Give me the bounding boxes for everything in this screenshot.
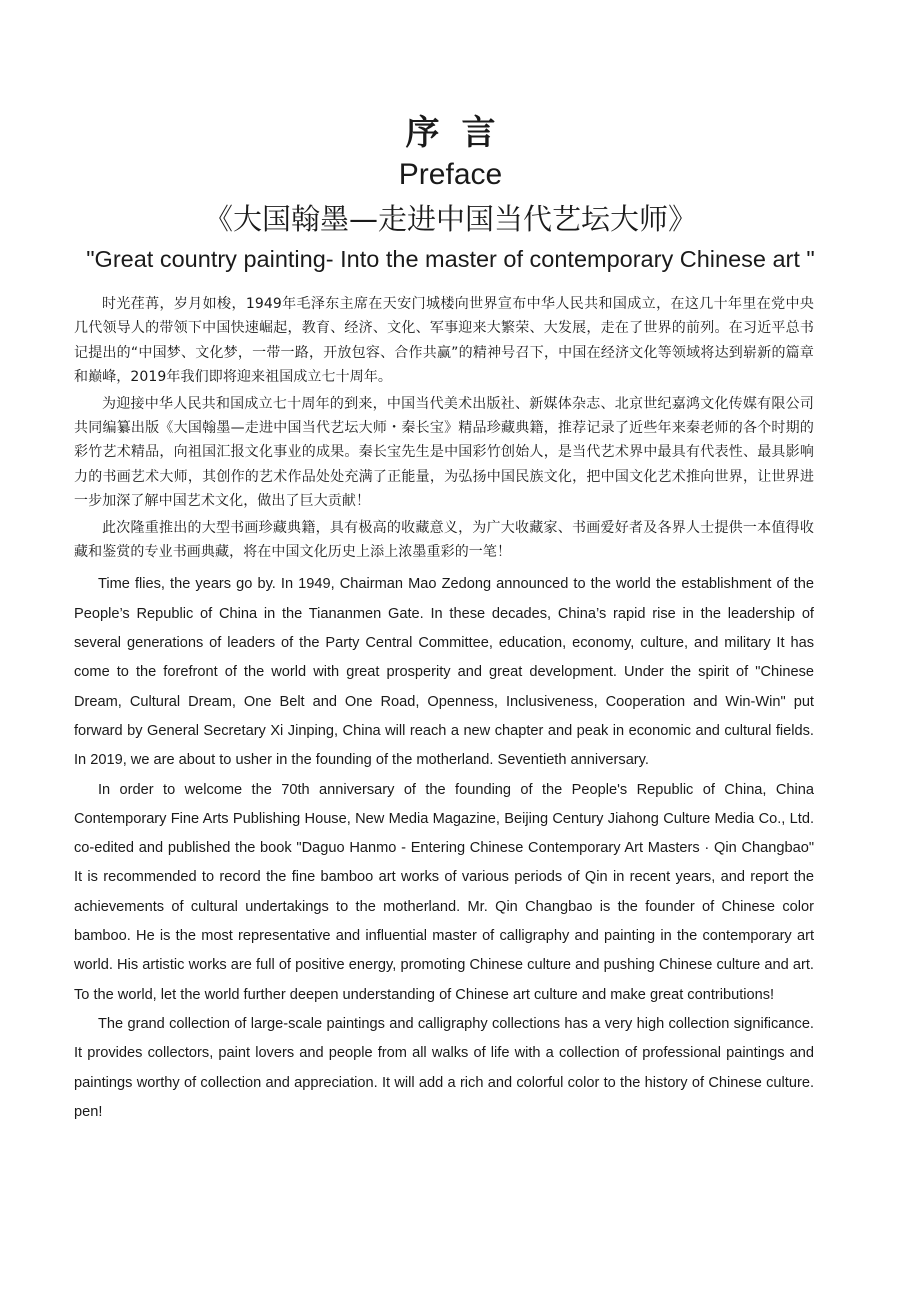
page-title-chinese: 序言 xyxy=(405,113,518,153)
paragraph-zh-2: 为迎接中华人民共和国成立七十周年的到来，中国当代美术出版社、新媒体杂志、北京世纪嘉鸿文化传媒有限公司共同编纂出版《大国翰墨—走进中国当代艺坛大师・秦长宝》精品珍藏典籍，推荐记录了近些年来秦老师的各个时期的彩竹艺术精品，向祖国汇报文化事业的成果。秦长宝先生是中国彩竹创始人，是当代艺术界中最具有代表性、最具影响力的书画艺术大师，其创作的艺术作品处处充满了正能量，为弘扬中国民族文化，把中国文化艺术推向世界，让世界进一步加深了解中国艺术文化，做出了巨大贡献！ xyxy=(74,395,814,510)
paragraph-en-2: In order to welcome the 70th anniversary of the founding of the People's Republic of China, China Contemporary Fine Arts Publishing House, New Media Magazine, Beijing Century Jiahong Culture Media Co., Ltd. co-edited and published the book "Daguo Hanmo - Entering Chinese Contemporary Art Masters · Qin Changbao" It is recommended to record the fine bamboo art works of various periods of Qin in recent years, and report the achievements of cultural undertakings to the motherland. Mr. Qin Changbao is the founder of Chinese color bamboo. He is the most representative and influential master of calligraphy and painting in the contemporary art world. His artistic works are full of positive energy, promoting Chinese culture and pushing Chinese culture and art. To the world, let the world further deepen understanding of Chinese art culture and make great contributions! xyxy=(74,781,814,1003)
paragraph-en-3: The grand collection of large-scale paintings and calligraphy collections has a very high collection significance. It provides collectors, paint lovers and people from all walks of life with a collection of professional paintings and paintings worthy of collection and appreciation. It will add a rich and colorful color to the history of Chinese culture. pen! xyxy=(74,1015,814,1120)
book-title-english: "Great country painting- Into the master of contemporary Chinese art " xyxy=(86,246,815,272)
body-text xyxy=(74,292,814,1127)
heading-block xyxy=(0,110,901,275)
paragraph-en-1: Time flies, the years go by. In 1949, Chairman Mao Zedong announced to the world the establishment of the People’s Republic of China in the Tiananmen Gate. In these decades, China’s rapid rise in the leadership of several generations of leaders of the Party Central Committee, education, economy, culture, and military It has come to the forefront of the world with great prosperity and great development. Under the spirit of "Chinese Dream, Cultural Dream, One Belt and One Road, Openness, Inclusiveness, Cooperation and Win-Win" put forward by General Secretary Xi Jinping, China will reach a new chapter and peak in economic and cultural fields. In 2019, we are about to usher in the founding of the motherland. Seventieth anniversary. xyxy=(74,576,814,769)
paragraph-zh-3: 此次隆重推出的大型书画珍藏典籍，具有极高的收藏意义，为广大收藏家、书画爱好者及各界人士提供一本值得收藏和鉴赏的专业书画典藏，将在中国文化历史上添上浓墨重彩的一笔！ xyxy=(74,519,814,561)
page-title-english: Preface xyxy=(398,158,503,191)
paragraph-zh-1: 时光荏苒，岁月如梭，1949年毛泽东主席在天安门城楼向世界宣布中华人民共和国成立，在这几十年里在党中央几代领导人的带领下中国快速崛起，教育、经济、文化、军事迎来大繁荣、大发展，走在了世界的前列。在习近平总书记提出的“中国梦、文化梦，一带一路，开放包容、合作共赢”的精神号召下，中国在经济文化等领域将达到崭新的篇章和巅峰，2019年我们即将迎来祖国成立七十周年。 xyxy=(74,296,814,386)
book-title-chinese: 《大国翰墨—走进中国当代艺坛大师》 xyxy=(203,202,697,236)
